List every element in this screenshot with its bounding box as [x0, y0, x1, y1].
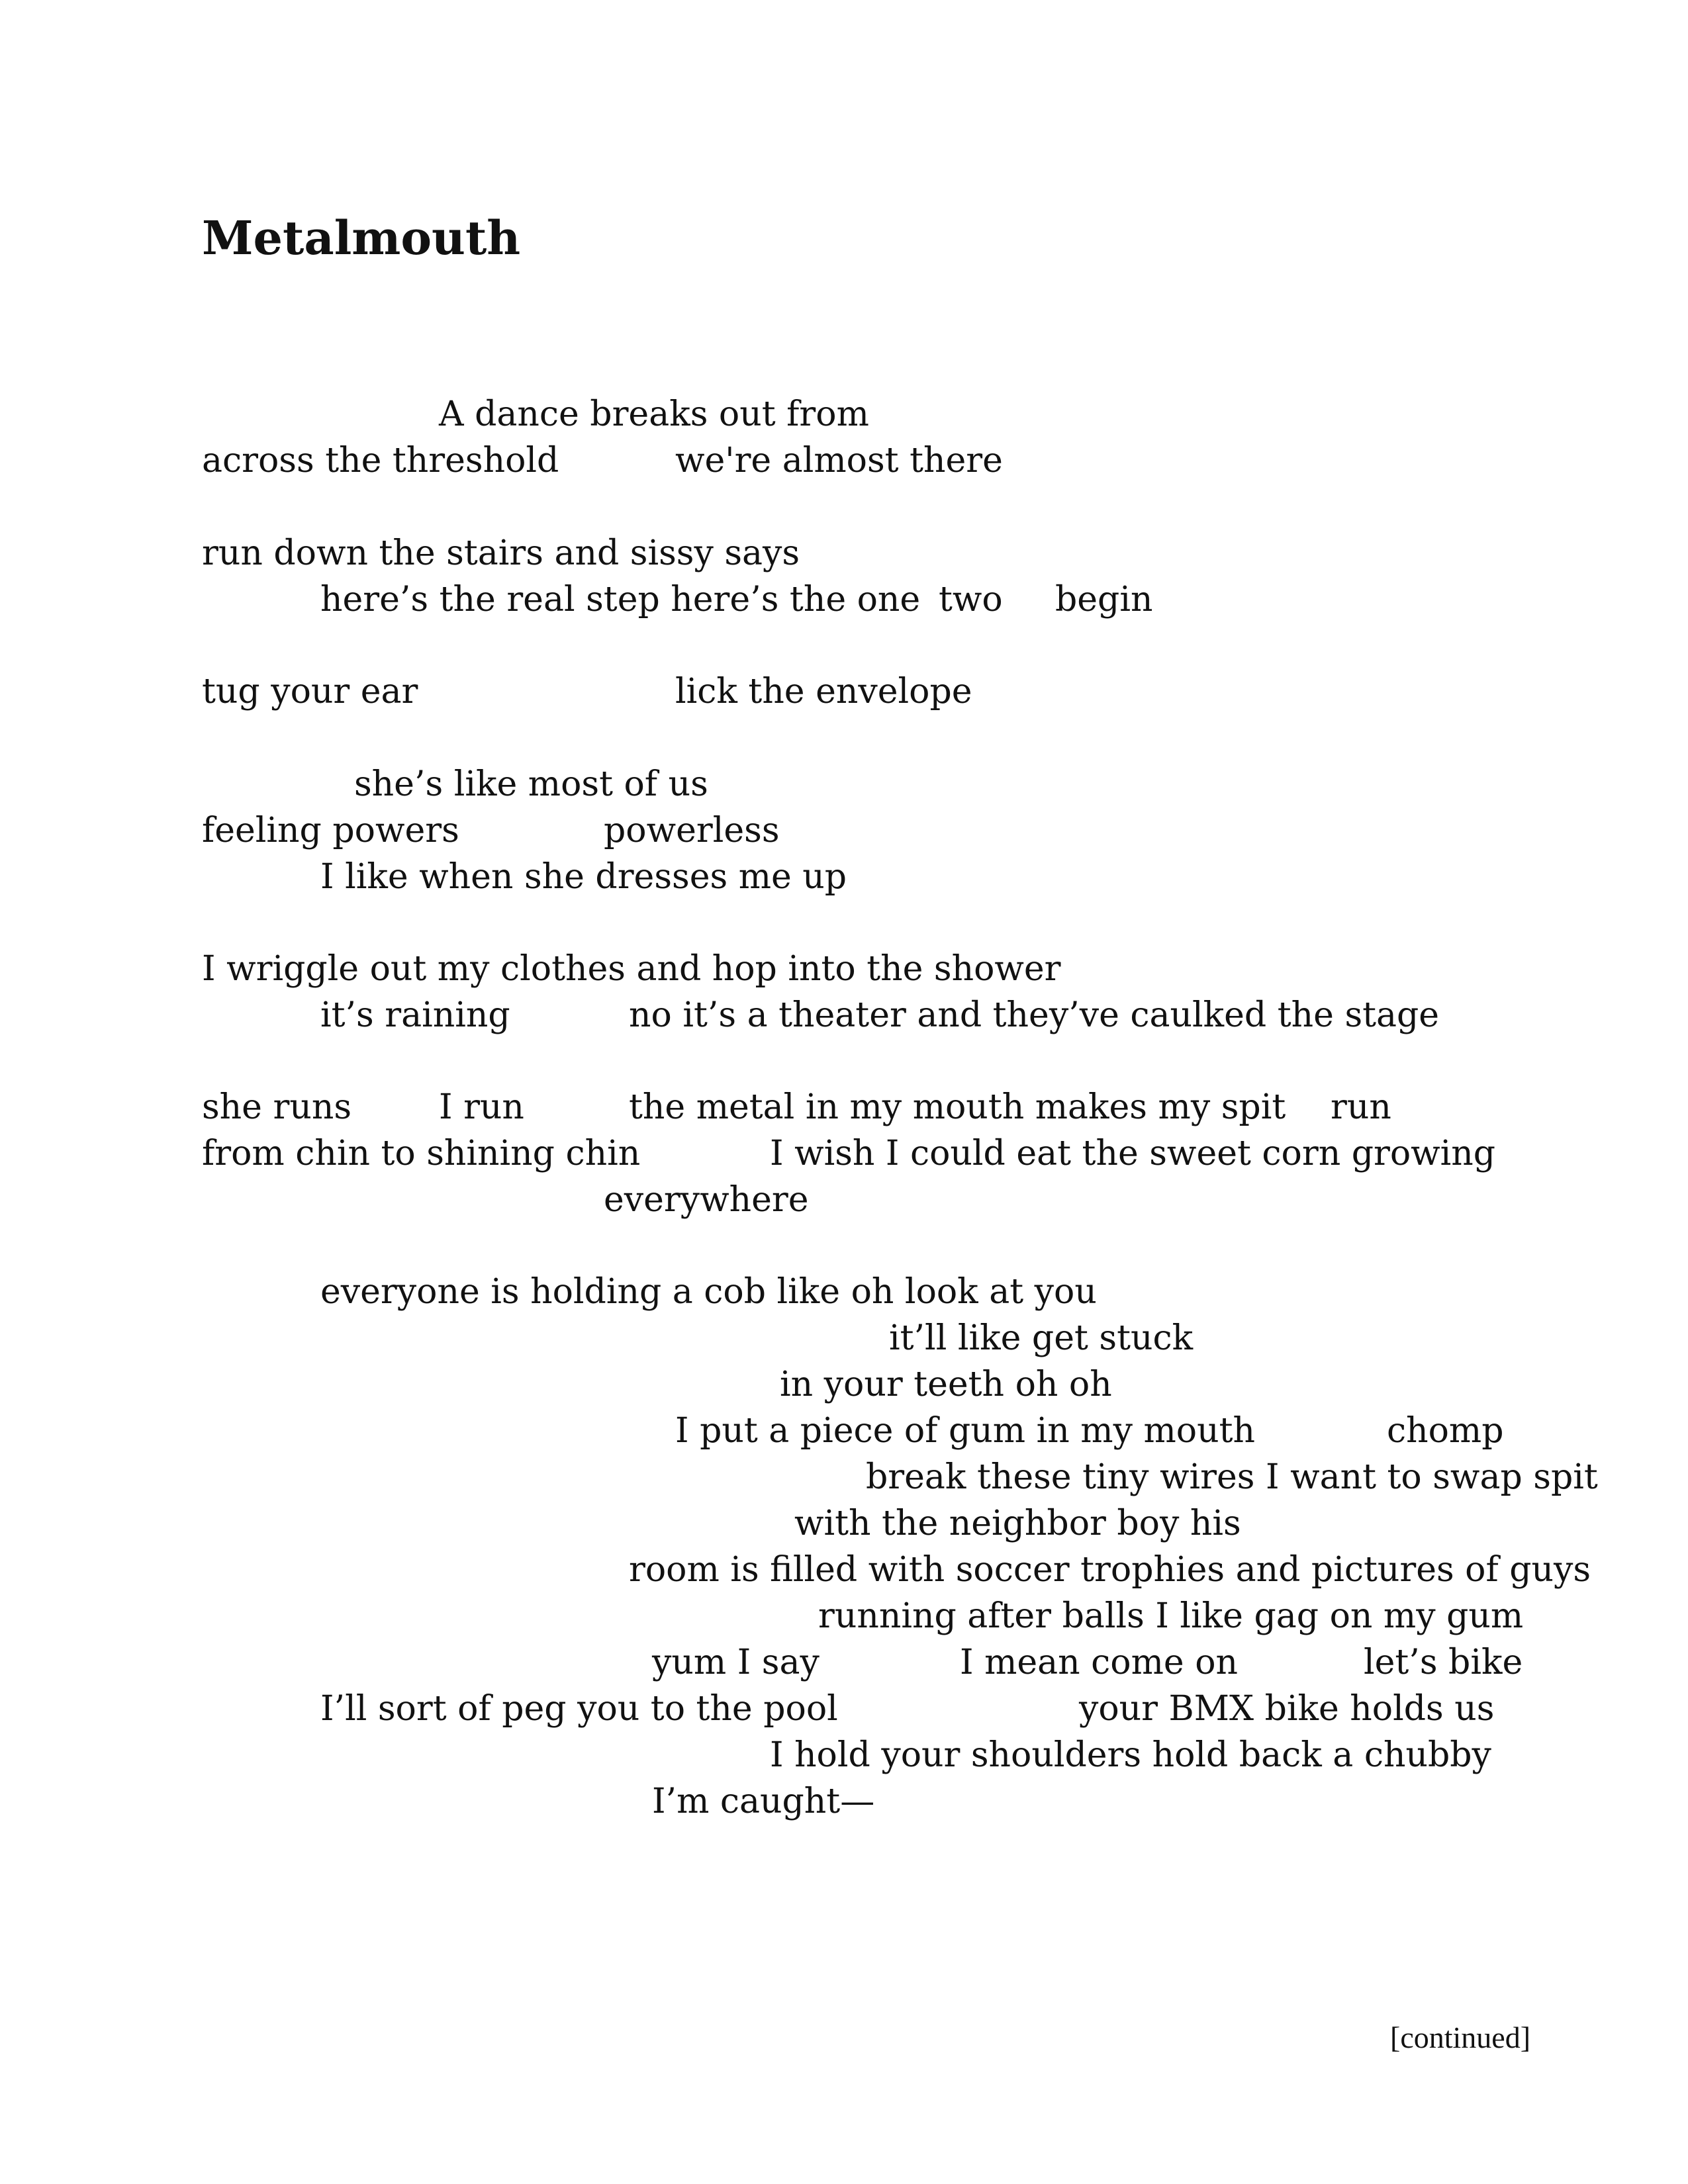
poem-line-fragment: with the neighbor boy his [794, 1504, 1241, 1543]
poem-line-fragment: chomp [1387, 1411, 1504, 1451]
poem-line-fragment: feeling powers [202, 811, 459, 850]
poem-line-fragment: in your teeth oh oh [780, 1365, 1112, 1404]
poem-line-fragment: from chin to shining chin [202, 1134, 641, 1173]
poem-line-fragment: I run [439, 1087, 524, 1127]
poem-line-fragment: I’m caught— [652, 1782, 875, 1821]
poem-title: Metalmouth [202, 210, 521, 265]
poem-line-fragment: A dance breaks out from [439, 394, 869, 434]
poem-line-fragment: across the threshold [202, 441, 559, 480]
poem-line-fragment: yum I say [652, 1643, 820, 1682]
poem-line-fragment: I hold your shoulders hold back a chubby [770, 1735, 1491, 1775]
poem-line-fragment: everywhere [604, 1180, 809, 1220]
poem-line-fragment: she runs [202, 1087, 352, 1127]
poem-line-fragment: I put a piece of gum in my mouth [675, 1411, 1255, 1451]
poem-line-fragment: let’s bike [1364, 1643, 1523, 1682]
poem-line-fragment: your BMX bike holds us [1079, 1689, 1495, 1729]
poem-line-fragment: run [1331, 1087, 1391, 1127]
poem-line-fragment: lick the envelope [675, 672, 972, 711]
poem-line-fragment: we're almost there [675, 441, 1003, 480]
poem-line-fragment: here’s the real step here’s the one [320, 580, 921, 619]
poem-line-fragment: run down the stairs and sissy says [202, 533, 800, 573]
poem-line-fragment: no it’s a theater and they’ve caulked the stage [629, 995, 1440, 1035]
poem-line-fragment: it’ll like get stuck [889, 1318, 1194, 1358]
poem-line-fragment: everyone is holding a cob like oh look at you [320, 1272, 1097, 1312]
poem-line-fragment: powerless [604, 811, 780, 850]
poem-line-fragment: tug your ear [202, 672, 418, 711]
poem-line-fragment: break these tiny wires I want to swap spit [866, 1457, 1598, 1497]
poem-line-fragment: begin [1055, 580, 1153, 619]
poem-line-fragment: I wriggle out my clothes and hop into the shower [202, 949, 1061, 989]
poem-line-fragment: running after balls I like gag on my gum [818, 1596, 1524, 1636]
poem-line-fragment: it’s raining [320, 995, 510, 1035]
poem-line-fragment: I’ll sort of peg you to the pool [320, 1689, 838, 1729]
poem-line-fragment: I like when she dresses me up [320, 857, 847, 897]
poem-line-fragment: the metal in my mouth makes my spit [629, 1087, 1286, 1127]
poem-line-fragment: two [939, 580, 1003, 619]
poem-line-fragment: room is filled with soccer trophies and pictures of guys [629, 1550, 1591, 1590]
poem-line-fragment: I mean come on [960, 1643, 1239, 1682]
poem-line-fragment: she’s like most of us [354, 764, 708, 804]
poem-line-fragment: I wish I could eat the sweet corn growing [770, 1134, 1496, 1173]
continued-note: [continued] [1390, 2021, 1531, 2054]
